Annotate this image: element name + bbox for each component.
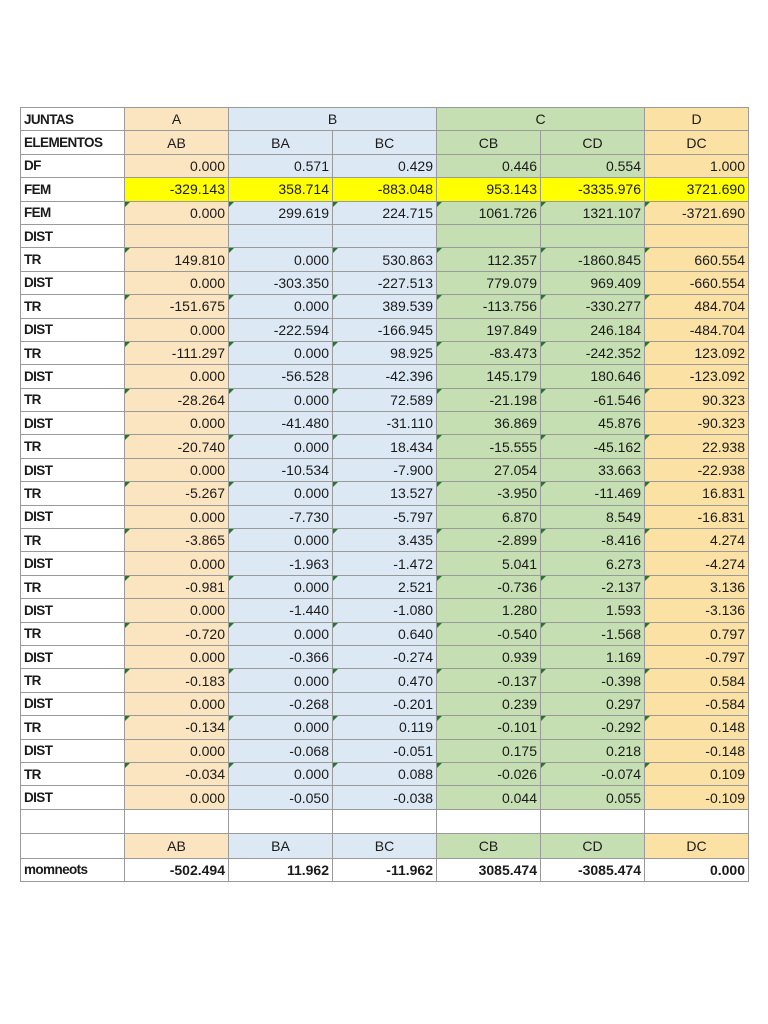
value-cell: 98.925	[333, 341, 437, 364]
value-cell: 22.938	[645, 435, 749, 458]
value-cell: 1061.726	[437, 201, 541, 224]
member-header: BC	[333, 833, 437, 858]
row-label: DIST	[21, 224, 125, 247]
value-cell: 0.797	[645, 622, 749, 645]
value-cell: 0.470	[333, 669, 437, 692]
value-cell: 0.000	[125, 645, 229, 668]
value-cell: -7.900	[333, 458, 437, 481]
row-label: DF	[21, 154, 125, 177]
value-cell: -0.134	[125, 716, 229, 739]
row-label: TR	[21, 482, 125, 505]
value-cell: -61.546	[541, 388, 645, 411]
tr-row	[21, 529, 749, 552]
value-cell: 1.169	[541, 645, 645, 668]
value-cell: -0.101	[437, 716, 541, 739]
value-cell: -15.555	[437, 435, 541, 458]
value-cell: 0.000	[125, 412, 229, 435]
row-label: TR	[21, 341, 125, 364]
value-cell: 1.593	[541, 599, 645, 622]
dist-row	[21, 505, 749, 528]
value-cell: 180.646	[541, 365, 645, 388]
tr-row	[21, 575, 749, 598]
value-cell: 0.571	[229, 154, 333, 177]
members-row	[21, 131, 749, 154]
value-cell: 0.000	[229, 716, 333, 739]
value-cell: -0.366	[229, 645, 333, 668]
value-cell: 0.119	[333, 716, 437, 739]
value-cell: 0.148	[645, 716, 749, 739]
value-cell: 0.000	[229, 482, 333, 505]
value-cell: 0.000	[229, 388, 333, 411]
value-cell: -329.143	[125, 178, 229, 201]
value-cell: -31.110	[333, 412, 437, 435]
moment-distribution-table	[20, 107, 749, 882]
value-cell: 0.239	[437, 692, 541, 715]
value-cell: 45.876	[541, 412, 645, 435]
value-cell: 779.079	[437, 271, 541, 294]
value-cell	[229, 224, 333, 247]
row-label: DIST	[21, 505, 125, 528]
value-cell: 0.000	[229, 248, 333, 271]
joint-d-header: D	[645, 108, 749, 131]
tr-row	[21, 435, 749, 458]
value-cell: -123.092	[645, 365, 749, 388]
dist-empty-row	[21, 224, 749, 247]
value-cell: 3.136	[645, 575, 749, 598]
value-cell: -20.740	[125, 435, 229, 458]
value-cell: 0.640	[333, 622, 437, 645]
value-cell: 0.000	[125, 365, 229, 388]
dist-row	[21, 458, 749, 481]
row-label: DIST	[21, 692, 125, 715]
value-cell: -151.675	[125, 295, 229, 318]
dist-row	[21, 599, 749, 622]
row-label: FEM	[21, 201, 125, 224]
value-cell: -83.473	[437, 341, 541, 364]
value-cell: -660.554	[645, 271, 749, 294]
value-cell: -0.038	[333, 786, 437, 809]
value-cell: 1.000	[645, 154, 749, 177]
tr-row	[21, 295, 749, 318]
value-cell: -303.350	[229, 271, 333, 294]
df-row	[21, 154, 749, 177]
value-cell: 123.092	[645, 341, 749, 364]
value-cell: -0.050	[229, 786, 333, 809]
value-cell: -0.183	[125, 669, 229, 692]
value-cell: 27.054	[437, 458, 541, 481]
value-cell: 33.663	[541, 458, 645, 481]
row-label: DIST	[21, 458, 125, 481]
value-cell: -4.274	[645, 552, 749, 575]
value-cell: -11.469	[541, 482, 645, 505]
row-label: DIST	[21, 645, 125, 668]
value-cell: 0.055	[541, 786, 645, 809]
value-cell: 149.810	[125, 248, 229, 271]
moments-label: momneots	[21, 858, 125, 881]
dist-row	[21, 318, 749, 341]
value-cell: 3721.690	[645, 178, 749, 201]
member-header: AB	[125, 833, 229, 858]
value-cell: -166.945	[333, 318, 437, 341]
value-cell: 2.521	[333, 575, 437, 598]
member-header: BA	[229, 131, 333, 154]
value-cell: 0.000	[125, 154, 229, 177]
moment-value: 11.962	[229, 858, 333, 881]
value-cell: -1.472	[333, 552, 437, 575]
joint-c-header: C	[437, 108, 645, 131]
dist-row	[21, 412, 749, 435]
value-cell: 90.323	[645, 388, 749, 411]
value-cell: 530.863	[333, 248, 437, 271]
value-cell: -0.026	[437, 762, 541, 785]
dist-row	[21, 271, 749, 294]
value-cell: 5.041	[437, 552, 541, 575]
value-cell	[541, 224, 645, 247]
value-cell	[645, 224, 749, 247]
value-cell: 0.000	[229, 341, 333, 364]
value-cell: 3.435	[333, 529, 437, 552]
value-cell: -3.950	[437, 482, 541, 505]
value-cell: 484.704	[645, 295, 749, 318]
blank-cell	[21, 833, 125, 858]
value-cell: 0.000	[125, 201, 229, 224]
value-cell: -330.277	[541, 295, 645, 318]
value-cell	[125, 224, 229, 247]
value-cell: -0.137	[437, 669, 541, 692]
value-cell: -42.396	[333, 365, 437, 388]
value-cell: -242.352	[541, 341, 645, 364]
blank-cell	[229, 809, 333, 833]
value-cell	[437, 224, 541, 247]
value-cell: -5.797	[333, 505, 437, 528]
value-cell: -484.704	[645, 318, 749, 341]
tr-row	[21, 248, 749, 271]
joints-row	[21, 108, 749, 131]
value-cell: 36.869	[437, 412, 541, 435]
value-cell: 145.179	[437, 365, 541, 388]
tr-row	[21, 622, 749, 645]
tr-row	[21, 388, 749, 411]
member-header: CD	[541, 131, 645, 154]
value-cell: 1321.107	[541, 201, 645, 224]
row-label: DIST	[21, 599, 125, 622]
value-cell: 0.000	[229, 529, 333, 552]
value-cell: 953.143	[437, 178, 541, 201]
row-label: DIST	[21, 318, 125, 341]
row-label: TR	[21, 716, 125, 739]
value-cell: -0.720	[125, 622, 229, 645]
value-cell: -10.534	[229, 458, 333, 481]
value-cell: 8.549	[541, 505, 645, 528]
juntas-label: JUNTAS	[21, 108, 125, 131]
value-cell: 969.409	[541, 271, 645, 294]
dist-row	[21, 692, 749, 715]
value-cell: 0.044	[437, 786, 541, 809]
blank-cell	[333, 809, 437, 833]
row-label: DIST	[21, 786, 125, 809]
member-header: DC	[645, 833, 749, 858]
value-cell: 197.849	[437, 318, 541, 341]
row-label: TR	[21, 435, 125, 458]
value-cell: 0.109	[645, 762, 749, 785]
value-cell: 0.000	[125, 271, 229, 294]
value-cell: -0.981	[125, 575, 229, 598]
moments-row	[21, 858, 749, 881]
value-cell: 0.088	[333, 762, 437, 785]
blank-cell	[21, 809, 125, 833]
dist-row	[21, 645, 749, 668]
value-cell: 0.584	[645, 669, 749, 692]
value-cell: 0.000	[229, 295, 333, 318]
value-cell: -0.292	[541, 716, 645, 739]
row-label: TR	[21, 388, 125, 411]
value-cell: -2.137	[541, 575, 645, 598]
value-cell: 0.000	[229, 575, 333, 598]
value-cell: -1.568	[541, 622, 645, 645]
value-cell: 224.715	[333, 201, 437, 224]
value-cell: 16.831	[645, 482, 749, 505]
row-label: TR	[21, 669, 125, 692]
value-cell: -8.416	[541, 529, 645, 552]
blank-cell	[541, 809, 645, 833]
value-cell: 6.870	[437, 505, 541, 528]
value-cell: -0.068	[229, 739, 333, 762]
value-cell: 0.000	[125, 692, 229, 715]
value-cell: 0.175	[437, 739, 541, 762]
row-label: FEM	[21, 178, 125, 201]
value-cell: 0.000	[125, 786, 229, 809]
tr-row	[21, 716, 749, 739]
value-cell: 246.184	[541, 318, 645, 341]
value-cell: 0.446	[437, 154, 541, 177]
value-cell: -113.756	[437, 295, 541, 318]
value-cell: 0.554	[541, 154, 645, 177]
value-cell: -3721.690	[645, 201, 749, 224]
elementos-label: ELEMENTOS	[21, 131, 125, 154]
value-cell: -0.736	[437, 575, 541, 598]
value-cell: 299.619	[229, 201, 333, 224]
row-label: DIST	[21, 271, 125, 294]
value-cell: 0.000	[125, 599, 229, 622]
value-cell: -16.831	[645, 505, 749, 528]
moment-value: -502.494	[125, 858, 229, 881]
moment-value: 3085.474	[437, 858, 541, 881]
row-label: DIST	[21, 412, 125, 435]
value-cell: -7.730	[229, 505, 333, 528]
value-cell: 112.357	[437, 248, 541, 271]
fem-balance-row	[21, 201, 749, 224]
value-cell: 0.000	[125, 318, 229, 341]
value-cell: -45.162	[541, 435, 645, 458]
value-cell: 0.000	[125, 552, 229, 575]
member-header: CD	[541, 833, 645, 858]
tr-row	[21, 341, 749, 364]
dist-row	[21, 365, 749, 388]
joint-a-header: A	[125, 108, 229, 131]
value-cell: 1.280	[437, 599, 541, 622]
moment-value: 0.000	[645, 858, 749, 881]
value-cell: 0.939	[437, 645, 541, 668]
row-label: TR	[21, 529, 125, 552]
blank-cell	[437, 809, 541, 833]
value-cell: -3.136	[645, 599, 749, 622]
moment-value: -11.962	[333, 858, 437, 881]
row-label: DIST	[21, 552, 125, 575]
value-cell: 0.000	[229, 762, 333, 785]
value-cell: -0.109	[645, 786, 749, 809]
value-cell: -0.398	[541, 669, 645, 692]
value-cell: 389.539	[333, 295, 437, 318]
value-cell: -0.201	[333, 692, 437, 715]
value-cell: -28.264	[125, 388, 229, 411]
joint-b-header: B	[229, 108, 437, 131]
value-cell: -41.480	[229, 412, 333, 435]
value-cell: -2.899	[437, 529, 541, 552]
value-cell: -0.268	[229, 692, 333, 715]
value-cell: 660.554	[645, 248, 749, 271]
value-cell: -1.440	[229, 599, 333, 622]
fem-row	[21, 178, 749, 201]
value-cell: -0.797	[645, 645, 749, 668]
value-cell: -883.048	[333, 178, 437, 201]
dist-row	[21, 786, 749, 809]
value-cell: -21.198	[437, 388, 541, 411]
value-cell: -1.963	[229, 552, 333, 575]
dist-row	[21, 739, 749, 762]
value-cell: 13.527	[333, 482, 437, 505]
value-cell: 0.000	[125, 458, 229, 481]
value-cell: -0.051	[333, 739, 437, 762]
tr-row	[21, 762, 749, 785]
value-cell: 0.000	[229, 622, 333, 645]
value-cell: 0.297	[541, 692, 645, 715]
row-label: TR	[21, 575, 125, 598]
value-cell: -3335.976	[541, 178, 645, 201]
value-cell: -1860.845	[541, 248, 645, 271]
value-cell: -0.274	[333, 645, 437, 668]
member-header: BA	[229, 833, 333, 858]
value-cell: 18.434	[333, 435, 437, 458]
value-cell: -111.297	[125, 341, 229, 364]
value-cell: 4.274	[645, 529, 749, 552]
member-header: AB	[125, 131, 229, 154]
member-header: BC	[333, 131, 437, 154]
dist-row	[21, 552, 749, 575]
value-cell: -0.540	[437, 622, 541, 645]
row-label: DIST	[21, 739, 125, 762]
value-cell: 0.000	[125, 739, 229, 762]
tr-row	[21, 482, 749, 505]
value-cell: 0.000	[229, 435, 333, 458]
member-header: CB	[437, 833, 541, 858]
value-cell: -1.080	[333, 599, 437, 622]
member-header: CB	[437, 131, 541, 154]
value-cell: -227.513	[333, 271, 437, 294]
value-cell: 0.218	[541, 739, 645, 762]
value-cell: -56.528	[229, 365, 333, 388]
value-cell: 72.589	[333, 388, 437, 411]
value-cell: -90.323	[645, 412, 749, 435]
row-label: TR	[21, 295, 125, 318]
row-label: DIST	[21, 365, 125, 388]
member-header: DC	[645, 131, 749, 154]
value-cell: 0.000	[125, 505, 229, 528]
value-cell: -0.034	[125, 762, 229, 785]
summary-header-row	[21, 833, 749, 858]
value-cell: -0.074	[541, 762, 645, 785]
blank-row	[21, 809, 749, 833]
value-cell: 0.429	[333, 154, 437, 177]
blank-cell	[645, 809, 749, 833]
value-cell: -5.267	[125, 482, 229, 505]
value-cell: -222.594	[229, 318, 333, 341]
value-cell: 6.273	[541, 552, 645, 575]
blank-cell	[125, 809, 229, 833]
value-cell: 358.714	[229, 178, 333, 201]
value-cell	[333, 224, 437, 247]
row-label: TR	[21, 762, 125, 785]
row-label: TR	[21, 622, 125, 645]
value-cell: -0.584	[645, 692, 749, 715]
tr-row	[21, 669, 749, 692]
value-cell: -0.148	[645, 739, 749, 762]
value-cell: -3.865	[125, 529, 229, 552]
value-cell: 0.000	[229, 669, 333, 692]
value-cell: -22.938	[645, 458, 749, 481]
row-label: TR	[21, 248, 125, 271]
moment-value: -3085.474	[541, 858, 645, 881]
